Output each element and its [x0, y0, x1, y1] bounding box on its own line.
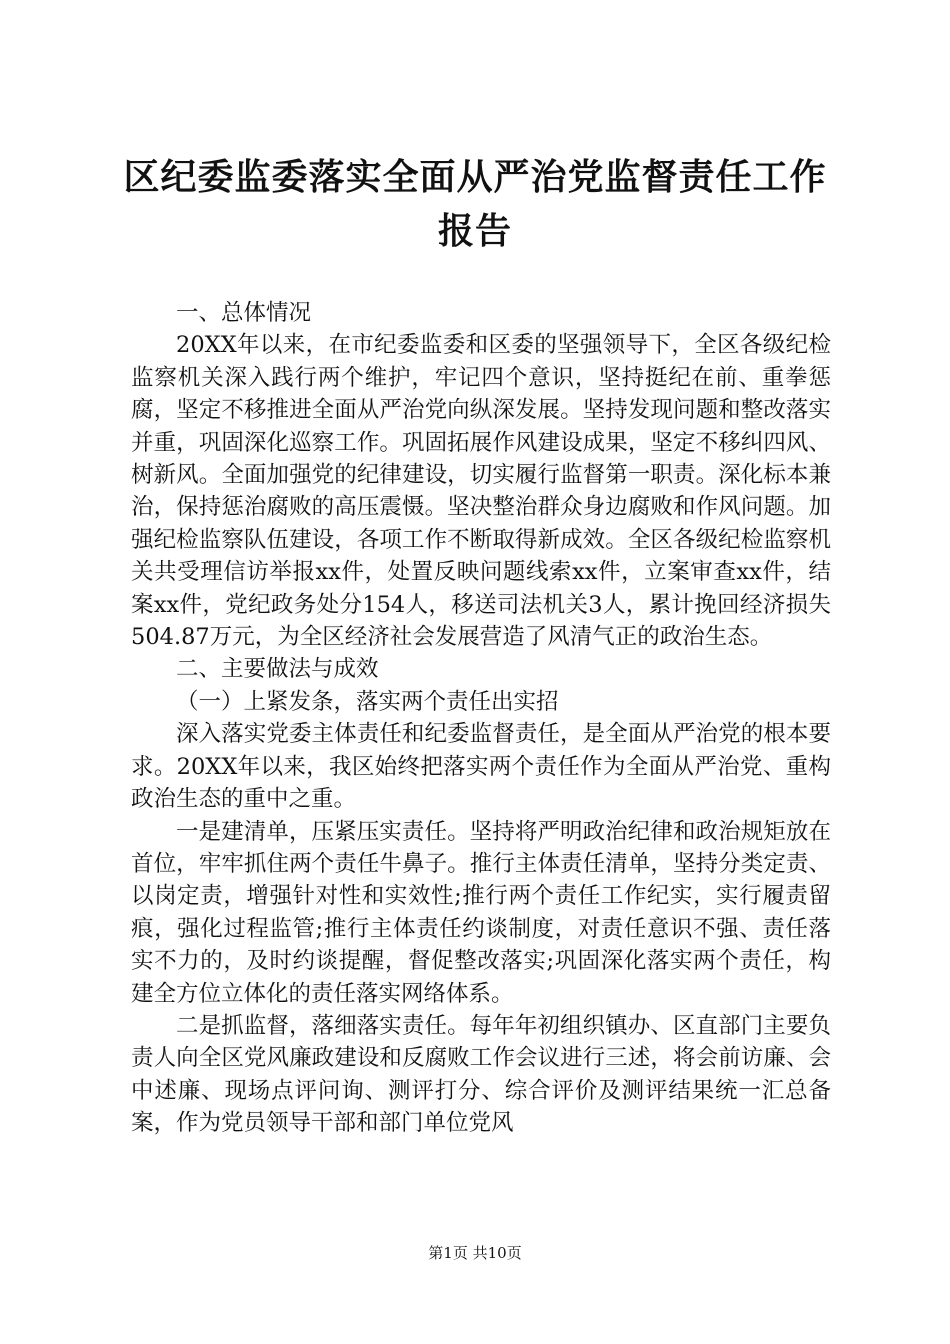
- document-body: [131, 297, 831, 1140]
- paragraph-responsibilities-intro: 深入落实党委主体责任和纪委监督责任，是全面从严治党的根本要求。20XX年以来，我区始终把落实两个责任作为全面从严治党、重构政治生态的重中之重。: [131, 721, 831, 813]
- subsection-heading-responsibilities: （一）上紧发条，落实两个责任出实招: [176, 688, 559, 715]
- paragraph-checklist: 一是建清单，压紧压实责任。坚持将严明政治纪律和政治规矩放在首位，牢牢抓住两个责任牛鼻子。推行主体责任清单，坚持分类定责、以岗定责，增强针对性和实效性;推行两个责任工作纪实，实行履责留痕，强化过程监管;推行主体责任约谈制度，对责任意识不强、责任落实不力的，及时约谈提醒，督促整改落实;巩固深化落实两个责任，构建全方位立体化的责任落实网络体系。: [131, 818, 831, 1007]
- document-title: 区纪委监委落实全面从严治党监督责任工作报告: [123, 156, 827, 252]
- section-heading-overview: 一、总体情况: [176, 300, 312, 326]
- paragraph-supervision: 二是抓监督，落细落实责任。每年年初组织镇办、区直部门主要负责人向全区党风廉政建设和反腐败工作会议进行三述，将会前访廉、会中述廉、现场点评问询、测评打分、综合评价及测评结果统一汇总备案，作为党员领导干部和部门单位党风: [131, 1012, 831, 1137]
- paragraph-overview: 20XX年以来，在市纪委监委和区委的坚强领导下，全区各级纪检监察机关深入践行两个维护，牢记四个意识，坚持挺纪在前、重拳惩腐，坚定不移推进全面从严治党向纵深发展。坚持发现问题和整改落实并重，巩固深化巡察工作。巩固拓展作风建设成果，坚定不移纠四风、树新风。全面加强党的纪律建设，切实履行监督第一职责。深化标本兼治，保持惩治腐败的高压震慑。坚决整治群众身边腐败和作风问题。加强纪检监察队伍建设，各项工作不断取得新成效。全区各级纪检监察机关共受理信访举报xx件，处置反映问题线索xx件，立案审查xx件，结案xx件，党纪政务处分154人，移送司法机关3人，累计挽回经济损失504.87万元，为全区经济社会发展营造了风清气正的政治生态。: [131, 332, 831, 651]
- page-number-footer: 第1页 共10页: [428, 1244, 522, 1262]
- section-heading-practices: 二、主要做法与成效: [176, 656, 379, 683]
